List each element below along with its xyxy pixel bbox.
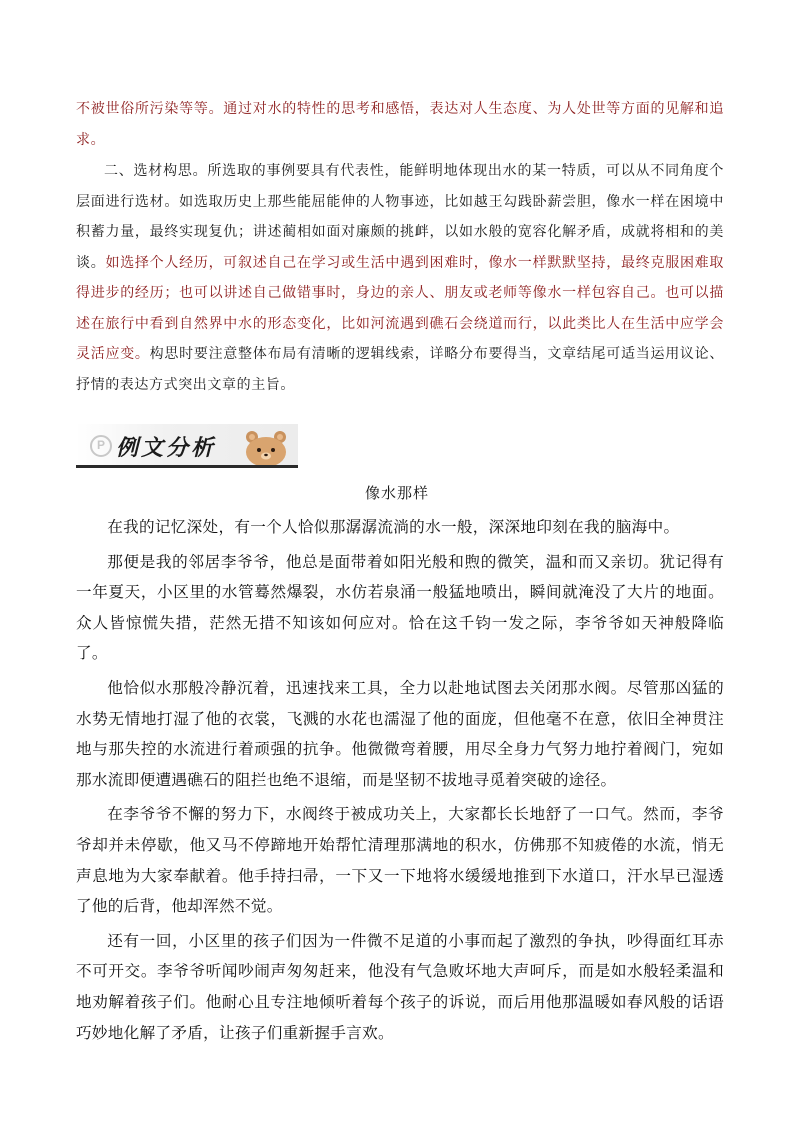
essay-paragraph-4: 在李爷爷不懈的努力下，水阀终于被成功关上，大家都长长地舒了一口气。然而，李爷爷却并未停歇，他又马不停蹄地开始帮忙清理那满地的积水，仿佛那不知疲倦的水流，悄无声息地为大家奉献着。他手持扫帚，一下又一下地将水缓缓地推到下水道口，汗水早已湿透了他的后背，他却浑然不觉。: [76, 805, 724, 916]
section-two-text: [76, 156, 724, 400]
essay-title: 像水那样: [364, 484, 429, 502]
section-two-red: 如选择个人经历，可叙述自己在学习或生活中遇到困难时，像水一样默默坚持，最终克服困难取得进步的经历；也可以讲述自己做错事时，身边的亲人、朋友或老师等像水一样包容自己。也可以描述在旅行中看到自然界中水的形态变化，比如河流遇到礁石会绕道而行，以此类比人在生活中应学会灵活应变。: [76, 254, 724, 362]
example-analysis-banner: [76, 424, 298, 468]
essay-paragraph-2: 那便是我的邻居李爷爷，他总是面带着如阳光般和煦的微笑，温和而又亲切。犹记得有一年夏天，小区里的水管蓦然爆裂，水仿若泉涌一般猛地喷出，瞬间就淹没了大片的地面。众人皆惊慌失措，茫然无措不知该如何应对。恰在这千钧一发之际，李爷爷如天神般降临了。: [76, 552, 724, 663]
essay-body: [76, 512, 724, 1052]
section-two-black: 二、选材构思。所选取的事例要具有代表性，能鲜明地体现出水的某一特质，可以从不同角度个层面进行选材。如选取历史上那些能屈能伸的人物事迹，比如越王勾践卧薪尝胆，像水一样在困境中积蓄力量，最终实现复仇；讲述蔺相如面对廉颇的挑衅，以如水般的宽容化解矛盾，成就将相和的美谈。: [76, 163, 724, 271]
bear-mascot-icon: [238, 427, 294, 467]
essay-paragraph-3: 他恰似水那般冷静沉着，迅速找来工具，全力以赴地试图去关闭那水阀。尽管那凶猛的水势无情地打湿了他的衣裳，飞溅的水花也濡湿了他的面庞，但他毫不在意，依旧全神贯注地与那失控的水流进行着顽强的抗争。他微微弯着腰，用尽全身力气努力地拧着阀门，宛如那水流即便遭遇礁石的阻拦也绝不退缩，而是坚韧不拔地寻觅着突破的途径。: [76, 678, 724, 789]
intro-red-text: [76, 94, 724, 155]
section-two-tail: 构思时要注意整体布局有清晰的逻辑线索，详略分布要得当，文章结尾可适当运用议论、抒情的表达方式突出文章的主旨。: [76, 346, 724, 393]
intro-red-line: 不被世俗所污染等等。通过对水的特性的思考和感悟，表达对人生态度、为人处世等方面的见解和追求。: [76, 101, 724, 148]
banner-underline: [76, 465, 298, 468]
essay-paragraph-5: 还有一回，小区里的孩子们因为一件微不足道的小事而起了激烈的争执，吵得面红耳赤不可开交。李爷爷听闻吵闹声匆匆赶来，他没有气急败坏地大声呵斥，而是如水般轻柔温和地劝解着孩子们。他耐心且专注地倾听着每个孩子的诉说，而后用他那温暖如春风般的话语巧妙地化解了矛盾，让孩子们重新握手言欢。: [76, 931, 724, 1042]
p-logo-icon: P: [90, 435, 112, 457]
essay-paragraph-1: 在我的记忆深处，有一个人恰似那潺潺流淌的水一般，深深地印刻在我的脑海中。: [107, 518, 680, 536]
banner-title: 例文分析: [116, 436, 217, 461]
